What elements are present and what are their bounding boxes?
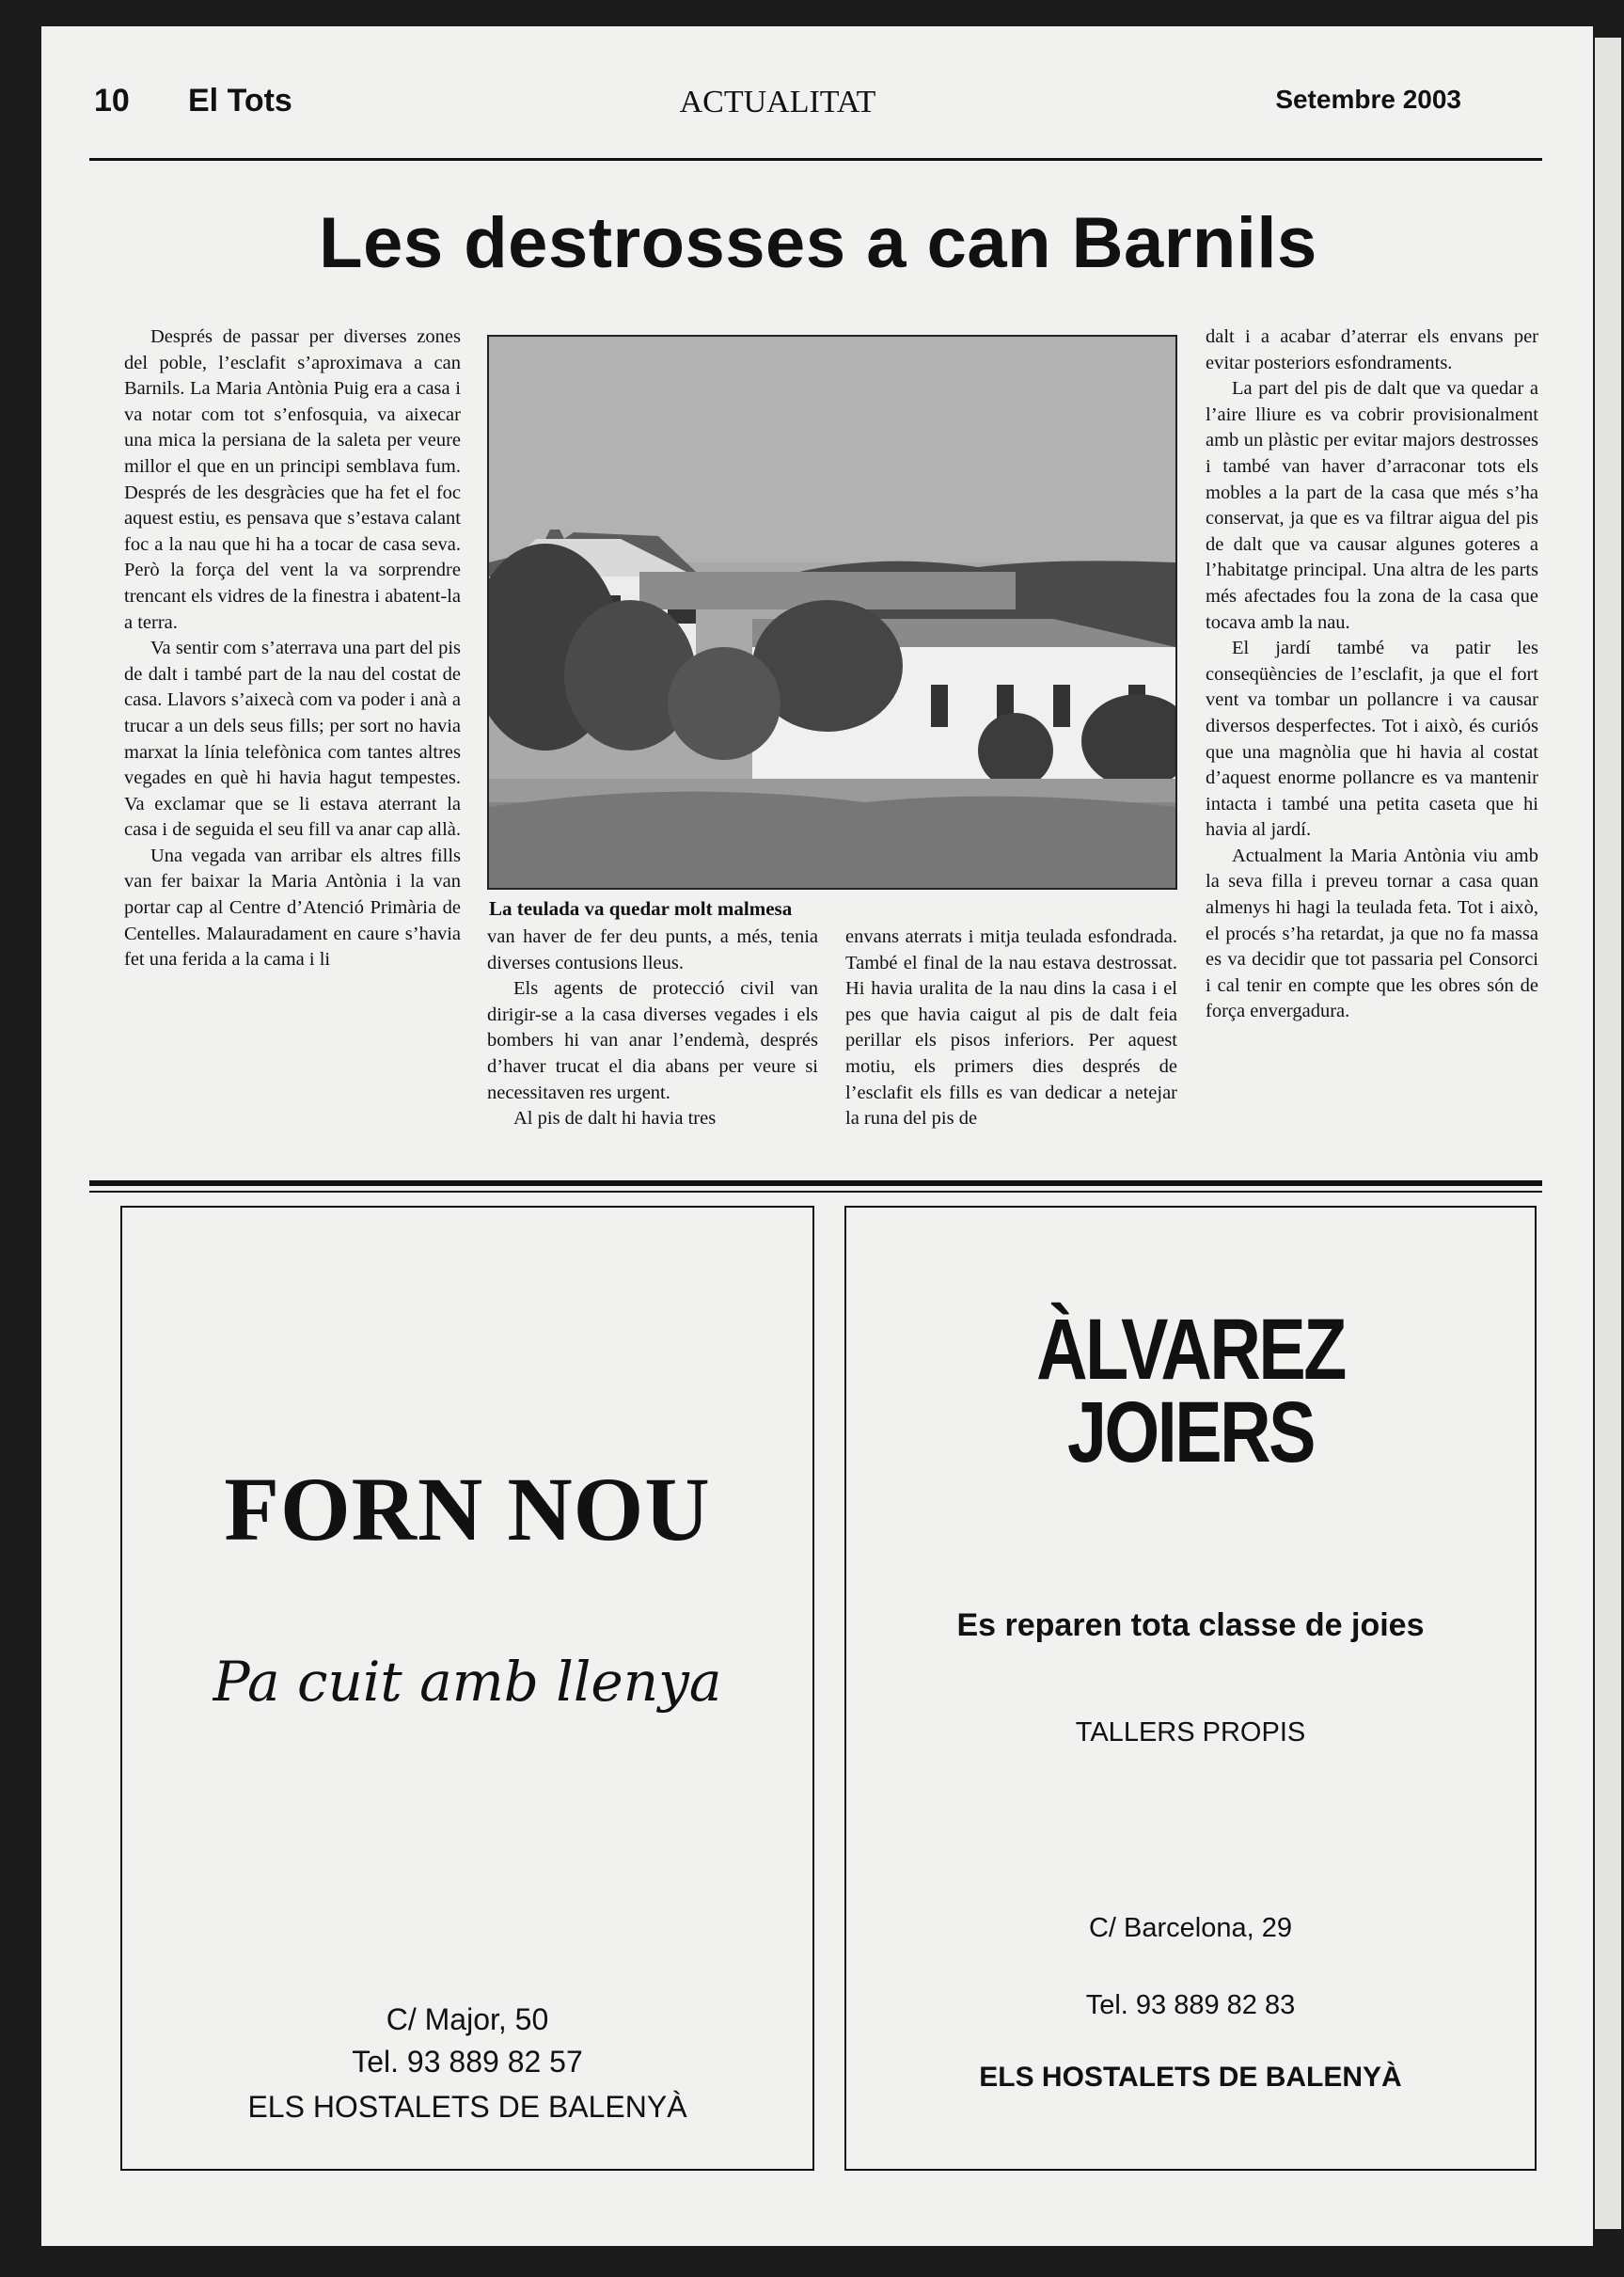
forn-nou-name: FORN NOU bbox=[224, 1459, 711, 1559]
page-header bbox=[94, 83, 1461, 120]
paragraph: La part del pis de dalt que va quedar a l’aire lliure es va cobrir provisionalment amb un plàstic per evitar majors destrosses i també van haver d’arraconar tots els mobles a la part de la casa que més s’ha conservat, ja que es va filtrar aigua del pis de dalt que va causar algunes goteres a l’habitatge principal. Una altra de les parts més afectades fou la zona de la casa que tocava amb la nau. bbox=[1206, 378, 1538, 633]
ads-separator-thin bbox=[89, 1191, 1542, 1193]
paragraph: Va sentir com s’aterrava una part del pis de dalt i també part de la nau del costat de casa. Llavors s’aixecà com va poder i anà a trucar a un dels seus fills; per sort no havia marxat la línia telefònica com tantes altres vegades en què hi havia hagut tempestes. Va exclamar que se li estava aterrant la casa i de seguida el seu fill va anar cap allà. bbox=[124, 638, 462, 841]
paragraph: van haver de fer deu punts, a més, tenia diverses contusions lleus. bbox=[487, 926, 818, 973]
paragraph: El jardí també va patir les conseqüències de l’esclafit, ja que el fort vent va tombar un pollancre i va causar diversos desperfectes. Tot i això, és curiós que una magnòlia que hi havia al costat d’aquest enorme pollancre es va mantenir intacta i també una petita caseta que hi havia al jardí. bbox=[1206, 638, 1538, 841]
forn-nou-phone: Tel. 93 889 82 57 bbox=[352, 2045, 583, 2079]
next-page-edge bbox=[1595, 38, 1621, 2229]
article-photo bbox=[487, 335, 1177, 890]
section-title: ACTUALITAT bbox=[679, 85, 876, 119]
joiers-town: ELS HOSTALETS DE BALENYÀ bbox=[979, 2062, 1402, 2093]
joiers-phone: Tel. 93 889 82 83 bbox=[1085, 1990, 1296, 2020]
forn-nou-address: C/ Major, 50 bbox=[386, 2002, 549, 2036]
forn-nou-slogan: Pa cuit amb llenya bbox=[213, 1650, 722, 1714]
joiers-slogan: Es reparen tota classe de joies bbox=[956, 1607, 1425, 1643]
paragraph: envans aterrats i mitja teulada esfondrada. També el final de la nau estava destrossat. Hi havia uralita de la nau dins la casa i el pes que havia caigut al pis de dalt feia perillar els pisos inferiors. Per aquest motiu, els primers dies després de l’esclafit els fills es van dedicar a netejar la runa del pis de bbox=[845, 926, 1177, 1130]
article-column-1 bbox=[124, 324, 461, 973]
joiers-workshop: TALLERS PROPIS bbox=[1075, 1717, 1306, 1747]
joiers-name-line1: ÀLVAREZ bbox=[1036, 1302, 1345, 1398]
ads-separator-thick bbox=[89, 1180, 1542, 1186]
article-column-4 bbox=[1206, 324, 1538, 1025]
page-number: 10 bbox=[94, 83, 130, 119]
publication-name: El Tots bbox=[188, 83, 292, 119]
paragraph: dalt i a acabar d’aterrar els envans per evitar posteriors esfondraments. bbox=[1206, 326, 1538, 373]
paragraph: Actualment la Maria Antònia viu amb la seva filla i preveu tornar a casa quan almenys hi hagi la teulada feta. Tot i això, el procés s’ha retardat, ja que no fa massa es va decidir que tot passaria pel Consorci i cal tenir en compte que les obres són de força envergadura. bbox=[1206, 845, 1538, 1022]
article-headline: Les destrosses a can Barnils bbox=[319, 203, 1317, 283]
paragraph: Els agents de protecció civil van dirigir-se a la casa diverses vegades i els bombers hi van anar l’endemà, després d’haver trucat el dia abans per veure si necessitaven res urgent. bbox=[487, 978, 818, 1103]
photo-caption: La teulada va quedar molt malmesa bbox=[489, 897, 793, 920]
article-column-2 bbox=[487, 925, 818, 1132]
paragraph: Al pis de dalt hi havia tres bbox=[513, 1108, 717, 1130]
house-photo-illustration bbox=[489, 337, 1175, 888]
header-rule bbox=[89, 158, 1542, 161]
paragraph: Després de passar per diverses zones del poble, l’esclafit s’aproximava a can Barnils. La Maria Antònia Puig era a casa i va notar com tot s’enfosquia, va aixecar una mica la persiana de la saleta per veure millor el que en un principi semblava fum. Després de les desgràcies que ha fet el foc aquest estiu, es pensava que s’estava calant foc a la nau que hi ha a tocar de casa seva. Però la força del vent la va sorprendre trencant els vidres de la finestra i abatent-la a terra. bbox=[124, 326, 461, 633]
article-column-3 bbox=[845, 925, 1177, 1132]
forn-nou-advert bbox=[120, 1206, 814, 2171]
paragraph: Una vegada van arribar els altres fills van fer baixar la Maria Antònia i la van portar cap al Centre d’Atenció Primària de Centelles. Malauradament en caure s’havia fet una ferida a la cama i li bbox=[124, 845, 461, 971]
joiers-name-line2: JOIERS bbox=[1067, 1384, 1314, 1480]
joiers-address: C/ Barcelona, 29 bbox=[1088, 1913, 1292, 1943]
alvarez-joiers-advert bbox=[844, 1206, 1537, 2171]
issue-date: Setembre 2003 bbox=[1275, 85, 1461, 114]
forn-nou-town: ELS HOSTALETS DE BALENYÀ bbox=[247, 2090, 687, 2124]
